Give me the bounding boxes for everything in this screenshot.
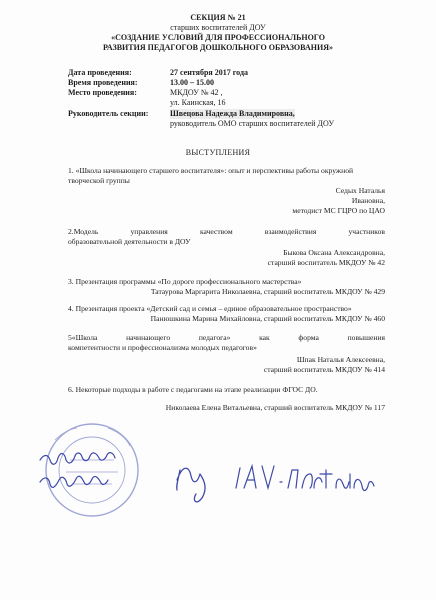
talk-5-speaker-line1: Шпак Наталья Алексеевна, (296, 355, 385, 364)
talk-4-speaker: Панюшкина Марина Михайловна, старший воспитатель МКДОУ № 460 (150, 314, 385, 323)
talk-2-word: участников (348, 227, 385, 236)
talk-5-word: как (259, 333, 270, 342)
talk-5-word: 5«Школа (68, 333, 98, 342)
section-title-line2: РАЗВИТИЯ ПЕДАГОГОВ ДОШКОЛЬНОГО ОБРАЗОВАНИЯ» (103, 43, 333, 52)
talk-4-title: 4. Презентация проекта «Детский сад и семья – единое образовательное пространство» (68, 304, 352, 313)
date-value: 27 сентября 2017 года (170, 68, 248, 77)
talk-2-word: взаимодействия (264, 227, 317, 236)
talk-6-title: 6. Некоторые подходы в работе с педагогами на этапе реализации ФГОС ДО. (68, 385, 318, 394)
talk-3-speaker: Татаурова Маргарита Николаевна, старший воспитатель МКДОУ № 429 (150, 287, 385, 296)
head-signature (177, 468, 205, 502)
talk-5-speaker-line2: старший воспитатель МКДОУ № 414 (263, 365, 385, 374)
talk-5-word: педагога» (198, 333, 231, 342)
talk-5-word: начинающего (126, 333, 171, 342)
talk-5-word: форма (298, 333, 319, 342)
talks-heading: ВЫСТУПЛЕНИЯ (185, 148, 251, 157)
section-title-line1: «СОЗДАНИЕ УСЛОВИЙ ДЛЯ ПРОФЕССИОНАЛЬНОГО (111, 33, 325, 42)
talk-5-word: повышения (347, 333, 385, 342)
official-stamp (46, 424, 138, 516)
date-label: Дата проведения: (68, 68, 132, 77)
time-value: 13.00 – 15.00 (170, 78, 214, 87)
talk-2-word: качеством (199, 227, 233, 236)
section-head-name: Швецова Надежда Владимировна, (170, 109, 295, 118)
talk-2-word: 2.Модель (68, 227, 99, 236)
talk-2-word: управления (130, 227, 168, 236)
section-head-role: руководитель ОМО старших воспитателей ДОУ (170, 119, 335, 128)
talk-1-speaker-line3: методист МС ГЦРО по ЦАО (292, 206, 385, 215)
talk-2-title-line2: образовательной деятельности в ДОУ (68, 237, 191, 246)
talk-6-speaker: Николаева Елена Витальевна, старший воспитатель МКДОУ № 117 (165, 403, 385, 412)
section-audience: старших воспитателей ДОУ (170, 23, 266, 32)
section-number: СЕКЦИЯ № 21 (190, 13, 246, 22)
talk-2-speaker-line1: Быкова Оксана Александровна, (283, 248, 385, 257)
talk-1-title-line2: творческой группы (68, 176, 130, 185)
talk-1-title-line1: 1. «Школа начинающего старшего воспитателя»: опыт и перспективы работы окружной (68, 166, 354, 175)
time-label: Время проведения: (68, 78, 138, 87)
signature-decoding (236, 466, 374, 491)
talk-5-title-line2: компетентности и профессионализма молодых педагогов» (68, 343, 257, 352)
talk-3-title: 3. Презентация программы «По дороге профессионального мастерства» (68, 277, 302, 286)
place-label: Место проведения: (68, 88, 137, 97)
place-value-line1: МКДОУ № 42 , (170, 88, 223, 97)
handwritten-approval (40, 453, 115, 488)
section-head-label: Руководитель секции: (68, 109, 149, 118)
talk-2-speaker-line2: старший воспитатель МКДОУ № 42 (267, 258, 385, 267)
talk-1-speaker-line1: Седых Наталья (335, 186, 385, 195)
place-value-line2: ул. Каинская, 16 (170, 98, 226, 107)
talk-1-speaker-line2: Ивановна, (351, 196, 385, 205)
